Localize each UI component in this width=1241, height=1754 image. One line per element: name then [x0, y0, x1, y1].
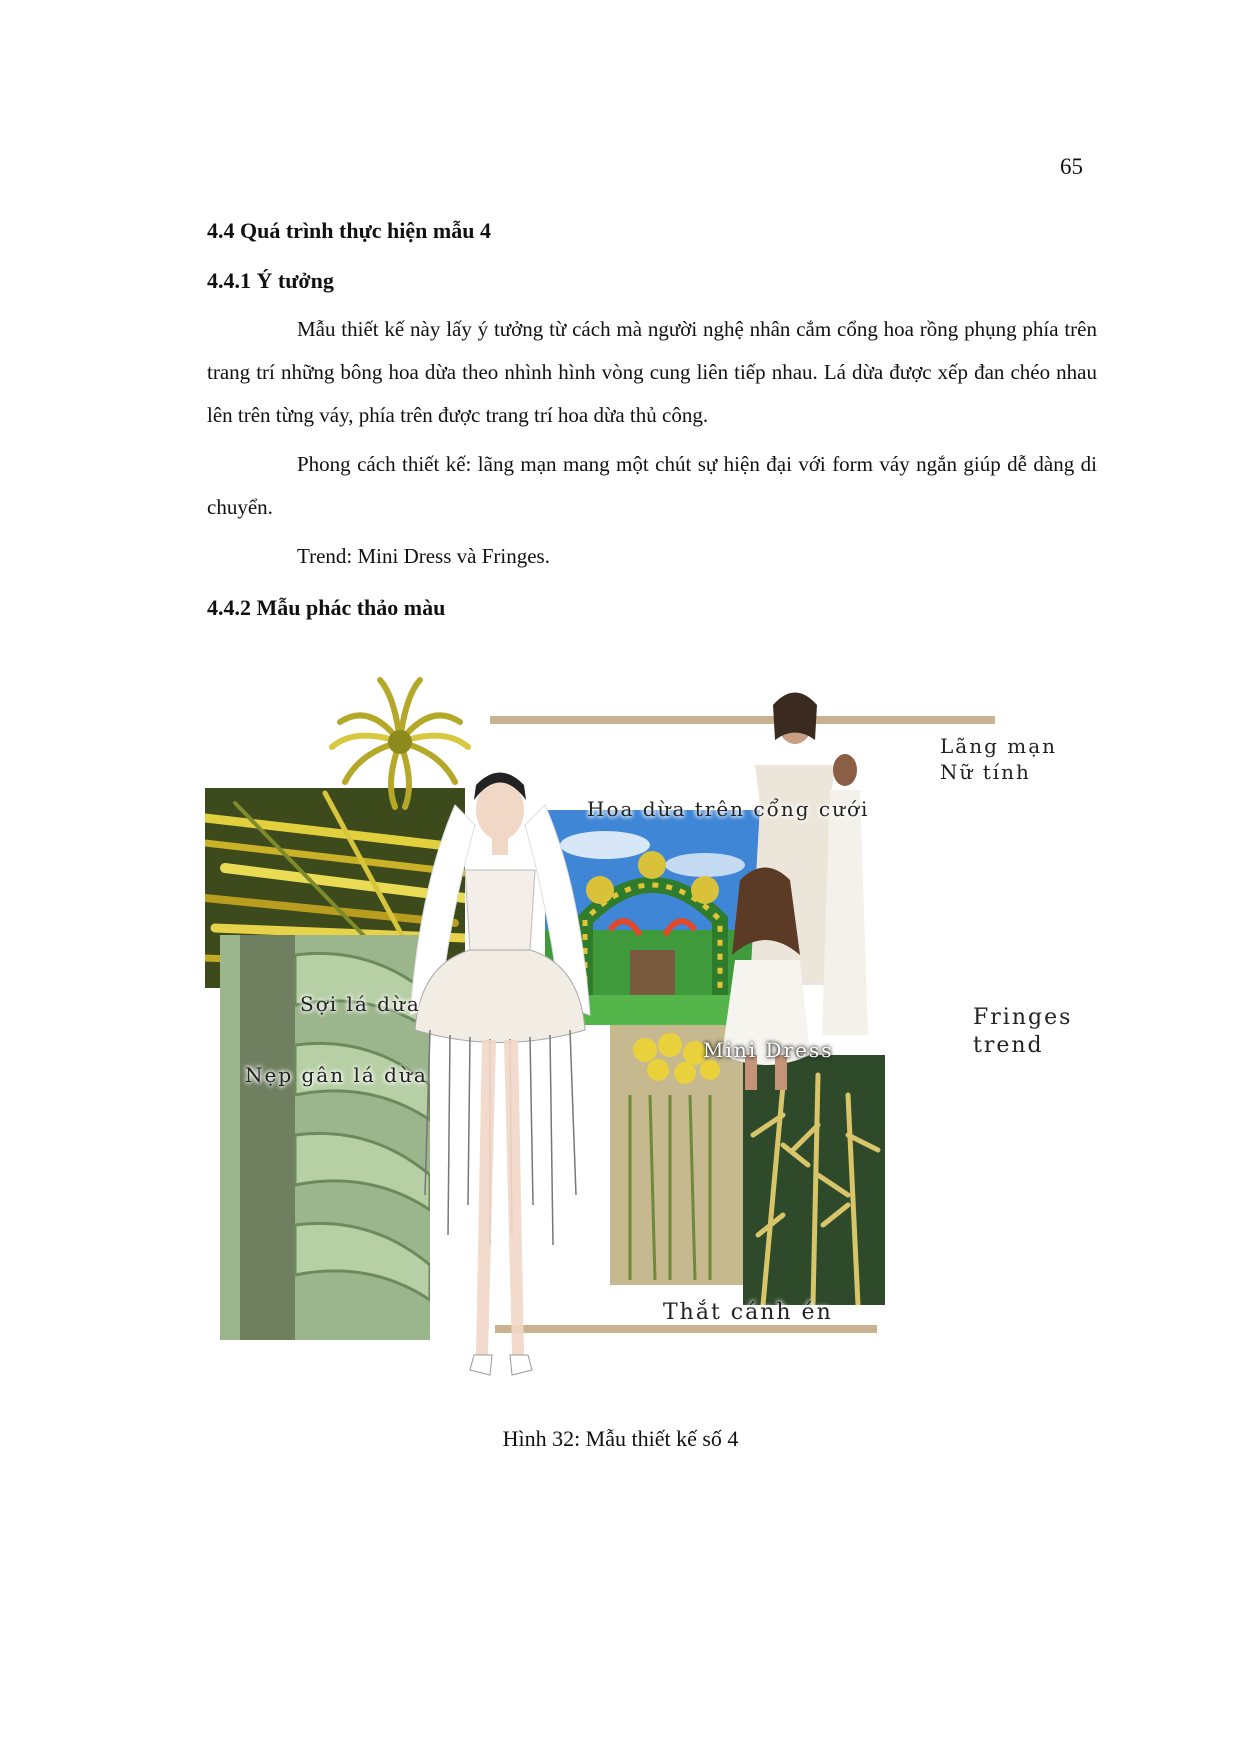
label-fringes: Fringes — [973, 1005, 1073, 1030]
paragraph-style: Phong cách thiết kế: lãng mạn mang một chút sự hiện đại với form váy ngắn giúp dễ dàng di chuyển. — [207, 452, 1097, 519]
section-heading: 4.4 Quá trình thực hiện mẫu 4 — [207, 218, 491, 243]
subsection-heading-idea: 4.4.1 Ý tưởng — [207, 268, 334, 293]
label-romantic: Lãng mạn — [940, 734, 1058, 758]
label-feminine: Nữ tính — [940, 760, 1031, 784]
figure-caption: Hình 32: Mẫu thiết kế số 4 — [502, 1426, 739, 1451]
label-coconut-fiber: Sợi lá dừa — [300, 992, 421, 1016]
subsection-heading-sketch: 4.4.2 Mẫu phác thảo màu — [207, 595, 446, 620]
design-illustration — [400, 765, 600, 1410]
label-trend: trend — [973, 1033, 1044, 1058]
accent-bar-top — [490, 716, 995, 724]
label-swallow-knot: Thắt cánh én — [663, 1300, 833, 1325]
moodboard-collage — [205, 670, 1073, 1410]
paragraph-trend: Trend: Mini Dress và Fringes. — [297, 544, 550, 568]
page-number: 65 — [1060, 154, 1083, 179]
palm-leaves-photo — [743, 1055, 885, 1305]
label-coconut-rib: Nẹp gân lá dừa — [245, 1063, 428, 1087]
paragraph-idea: Mẫu thiết kế này lấy ý tưởng từ cách mà người nghệ nhân cắm cổng hoa rồng phụng phía trên trang trí những bông hoa dừa theo nhình hình vòng cung liên tiếp nhau. Lá dừa được xếp đan chéo nhau lên trên từng váy, phía trên được trang trí hoa dừa thủ công. — [207, 317, 1097, 427]
label-wedding-arch: Hoa dừa trên cổng cưới — [587, 797, 870, 821]
label-mini-dress: Mini Dress — [703, 1038, 834, 1062]
